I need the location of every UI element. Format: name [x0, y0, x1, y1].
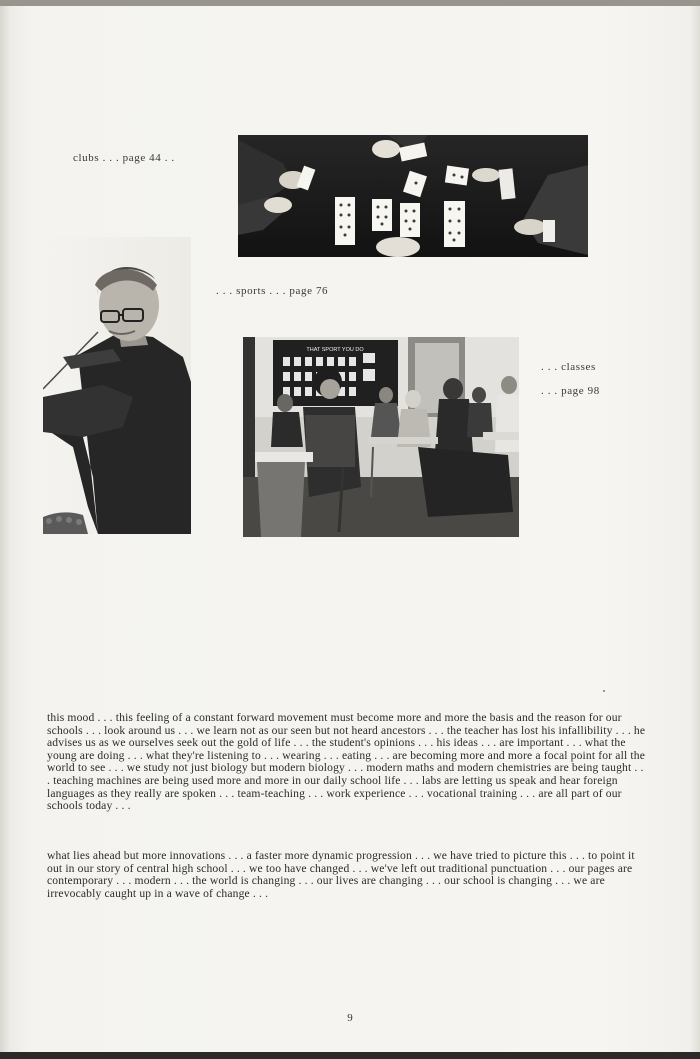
bottom-edge — [0, 1052, 700, 1059]
body-paragraph-2: what lies ahead but more innovations . . . a faster more dynamic progression . . . we have tried to picture this . . . to point it out in our story of central high school . . . we too have changed . . . we've left out traditional punctuation . . . our pages are contemporary . . . modern . . . the world is changing . . . our lives are changing . . . our school is changing . . . we are irrevocably caught up in a wave of change . . . — [47, 849, 635, 900]
speck — [603, 690, 605, 692]
body-paragraph-1: this mood . . . this feeling of a constant forward movement must become more and more the basis and the reason for our schools . . . look around us . . . we learn not as our seen but not heard ancestors . . . the teacher has lost his infallibility . . . he advises us as we ourselves seek out the gold of life . . . the student's opinions . . . his ideas . . . are important . . . what the young are doing . . . what they're listening to . . . wearing . . . eating . . . are becoming more and more a focal point for all the world to see . . . we study not just biology but modern biology . . . modern maths and modern chemistries are being taught . . . teaching machines are being used more and more in our daily school life . . . labs are letting us speak and hear foreign languages as they really are spoken . . . team-teaching . . . work experience . . . vocational training . . . are all part of our schools today . . . — [47, 711, 646, 813]
classroom-photo — [243, 337, 519, 537]
violinist-photo — [43, 237, 191, 534]
card-game-illustration — [238, 135, 588, 257]
card-game-photo — [238, 135, 588, 257]
classroom-illustration — [243, 337, 519, 537]
classes-caption: . . . classes — [541, 361, 596, 373]
bulletin-board-heading: THAT SPORT YOU DO — [306, 347, 364, 353]
violinist-illustration — [43, 237, 191, 534]
top-edge — [0, 0, 700, 6]
clubs-caption: clubs . . . page 44 . . — [73, 152, 175, 164]
page-number: 9 — [347, 1012, 353, 1024]
classes-page-caption: . . . page 98 — [541, 385, 600, 397]
sports-caption: . . . sports . . . page 76 — [216, 285, 329, 297]
